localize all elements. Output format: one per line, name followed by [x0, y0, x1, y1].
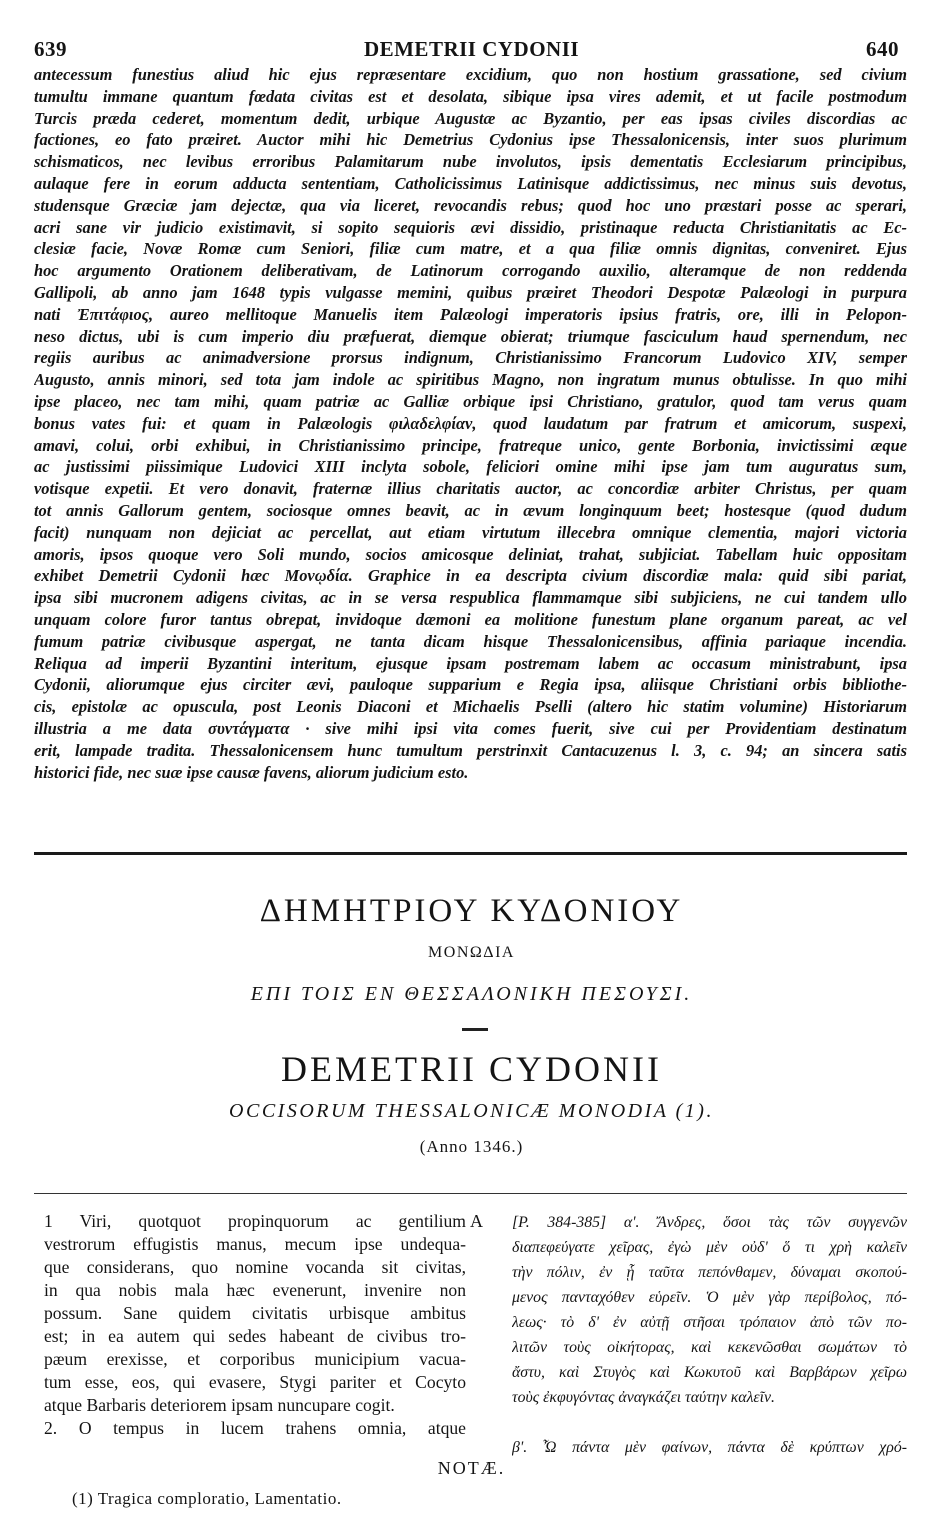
latin-column-line: atque Barbaris deteriorem ipsam nuncupare cogit.	[44, 1395, 395, 1415]
latin-column-line: pæum erexisse, et corporibus municipium vacua-	[44, 1349, 466, 1369]
year-note: (Anno 1346.)	[419, 1137, 524, 1156]
latin-column-line: tum esse, eos, qui evasere, Stygi pariter et Cocyto	[44, 1372, 466, 1392]
intro-line: Gallipoli, ab anno jam 1648 typis vulgasse memini, quibus præiret Theodori Despotæ Palæologi in purpura	[34, 282, 907, 302]
greek-column-line: ἄστυ, καὶ Στυγὸς καὶ Κωκυτοῦ καὶ Βαρβάρων χεῖρω	[512, 1364, 907, 1381]
latin-column-line: est; in ea autem qui sedes habeant de civibus tro-	[44, 1326, 466, 1346]
columns-top-rule	[34, 1193, 907, 1194]
intro-line: hoc argumento Orationem deliberativam, de Latinorum corrogando auxilio, alteramque de non reddenda	[34, 261, 907, 281]
footnote: (1) Tragica comploratio, Lamentatio.	[72, 1489, 342, 1508]
latin-column-line: que considerans, quo nomine vocanda sit civitas,	[44, 1257, 466, 1277]
intro-line: fumum patriæ civibusque aspergat, ne tanta dicam hisque Thessalonicensibus, affinia pariaque incendia.	[34, 631, 907, 651]
intro-line: ipsa sibi mucronem adigens civitas, ac in se versa respublica flammamque sibi subjiciens, ne cui tandem ullo	[34, 588, 907, 608]
intro-line: neso dictus, ubi is cum imperio diu præfuerat, diemque obierat; triumque fasciculum haud spernendum, nec	[34, 326, 907, 346]
intro-line: facit) nunquam non dejiciat ac percellat, aut etiam virtutum illecebra omnique clementia, majori victoria	[34, 522, 907, 542]
intro-line: Cydonii, aliorumque ejus circiter ævi, pauloque supparium e Regia ipsa, aliisque Christiani orbis bibliothe-	[34, 675, 907, 695]
notes-heading: NOTÆ.	[437, 1458, 506, 1478]
latin-column-line: possum. Sane quidem civitatis urbisque ambitus	[44, 1303, 466, 1323]
intro-line: antecessum funestius aliud hic ejus repræsentare excidium, quo non hostium grassatione, sed civium	[34, 65, 907, 84]
intro-line: historici fide, nec suæ ipse causæ favens, aliorum judicium esto.	[34, 762, 469, 782]
greek-column-line: λιτῶν τοὺς οἰκήτορας, καὶ κεκενῶσθαι σωμάτων τὸ	[512, 1339, 907, 1356]
greek-subtitle: ΜΟΝΩΔΙΑ	[428, 944, 515, 961]
greek-column-line: β'. Ὦ πάντα μὲν φαίνων, πάντα δὲ κρύπτων χρό-	[512, 1439, 907, 1456]
running-header	[0, 37, 943, 63]
intro-line: ac justissimi piissimique Ludovici XIII inclyta sobole, feliciori omine mihi ipse jam tum auguratus sum,	[34, 457, 907, 477]
introduction-paragraph	[34, 64, 907, 783]
intro-line: Augusto, annis minori, sed tota jam indole ac spiritibus Magno, non ingratum munus obtulisse. In quo mihi	[34, 370, 907, 390]
greek-column-line: [P. 384-385] α'. Ἄνδρες, ὅσοι τὰς τῶν συγγενῶν	[512, 1214, 907, 1231]
latin-subtitle: OCCISORUM THESSALONICÆ MONODIA (1).	[229, 1100, 714, 1122]
intro-line: unquam colore furor tantus obrepat, invidoque dæmoni ea molitione funestum plane organum pareat, ac vel	[34, 609, 907, 629]
intro-line: ipse placeo, nec tam mihi, quam patriæ ac Galliæ orbique ipsi Christiano, gratulor, quod tam verus quam	[34, 391, 907, 411]
intro-line: cis, epistolæ ac opuscula, post Leonis Diaconi et Michaelis Pselli (altero hic statim volumine) Historiarum	[34, 697, 907, 717]
greek-column	[512, 1210, 907, 1460]
intro-line: amavi, colui, orbi exhibui, in Christianissimo principe, fratreque unico, gente Borbonia, invictissimi æque	[34, 435, 907, 455]
title-dash	[462, 1028, 488, 1031]
greek-subtitle-line: ΕΠΙ ΤΟΙΣ ΕΝ ΘΕΣΣΑΛΟΝΙΚΗ ΠΕΣΟΥΣΙ.	[250, 983, 693, 1005]
intro-line: regiis auribus ac animadversione prorsus indignum, Christianissimo Francorum Ludovico XIV, semper	[34, 348, 907, 368]
intro-line: votisque expetii. Et vero donavit, fraternæ illius charitatis auctor, ac concordiæ arbiter Christus, per quam	[34, 479, 907, 499]
intro-line: erit, lampade tradita. Thessalonicensem hunc tumultum perstrinxit Cantacuzenus l. 3, c. 94; an sincera satis	[34, 740, 907, 760]
greek-column-line: μενος πανταχόθεν εὑρεῖν. Ὁ μὲν γὰρ περίβολος, πό-	[512, 1289, 907, 1306]
intro-line: tot annis Gallorum gentem, sociosque omnes beavit, ac in ævum longinquum beet; hostesque (quod dudum	[34, 500, 907, 520]
page-number-right: 640	[866, 37, 899, 61]
intro-line: clesiæ facie, Novæ Romæ cum Seniori, filiæ cum matre, et a qua filiæ omnis dignitas, conveniret. Ejus	[34, 239, 907, 259]
intro-line: amoris, ipsos quoque vero Soli mundo, socios amicosque deliniat, trahat, subjiciat. Tabellam huic oppositam	[34, 544, 907, 564]
latin-column-line: 2. O tempus in lucem trahens omnia, atque	[44, 1418, 466, 1438]
latin-column-line: in qua nobis mala hæc evenerunt, invenire non	[44, 1280, 466, 1300]
latin-column	[44, 1210, 466, 1440]
intro-line: nati Ἐπιτάφιος, aureo mellitoque Manuelis item Palæologi imperatoris ipsius fratris, ore, illi in Pelopon-	[34, 304, 907, 324]
intro-line: aulaque fere in eorum adducta sententiam, Catholicissimus Latinisque addictissimus, nec minus suis devotus,	[34, 173, 907, 193]
greek-column-line: διαπεφεύγατε χεῖρας, ἐγὼ μὲν οὐδ' ὅ τι χρὴ καλεῖν	[512, 1239, 907, 1256]
latin-column-line: 1 Viri, quotquot propinquorum ac gentilium	[44, 1211, 466, 1231]
intro-line: Turcis præda cederet, momentum dedit, urbique Augustæ ac Byzantio, per eas ipsas civiles discordias ac	[34, 108, 907, 128]
column-marker: A	[470, 1211, 483, 1231]
separator-rule	[34, 852, 907, 855]
intro-line: Reliqua ad imperii Byzantini interitum, ejusque ipsam postremam labem ac occasum ministrabunt, ipsa	[34, 653, 907, 673]
intro-line: factiones, eo fato præiret. Auctor mihi hic Demetrius Cydonius ipse Thessalonicensis, inter suos plurimum	[34, 130, 907, 150]
greek-column-line: τοὺς ἐκφυγόντας ἀναγκάζει ταύτην καλεῖν.	[512, 1389, 775, 1406]
greek-column-line: τὴν πόλιν, ἐν ᾗ ταῦτα πεπόνθαμεν, δύναμαι σκοπού-	[512, 1264, 907, 1281]
greek-column-line: λεως· τὸ δ' ἐν αὐτῇ στῆσαι τρόπαιον ἀπὸ τῶν πο-	[512, 1314, 907, 1331]
intro-line: illustria a me data συντάγματα · sive mihi ipsi vita comes fuerit, sive cui per Providentiam destinatum	[34, 718, 907, 738]
intro-line: bonus vates fui: et quam in Palæologis φιλαδελφίαν, quod laudatum par fratrum et amicorum, suspexi,	[34, 413, 907, 433]
latin-column-line: vestrorum effugistis manus, mecum ipse undequa-	[44, 1234, 466, 1254]
intro-line: exhibet Demetrii Cydonii hæc Μονῳδία. Graphice in ea descripta civium discordiæ mala: quid sibi pariat,	[34, 566, 907, 586]
greek-title: ΔΗΜΗΤΡΙΟΥ ΚΥΔΟΝΙΟΥ	[259, 893, 684, 929]
latin-title: DEMETRII CYDONII	[281, 1049, 662, 1089]
running-title: DEMETRII CYDONII	[363, 37, 580, 61]
intro-line: studensque Græciæ jam dejectæ, qua via liceret, revocandis rebus; quod hoc uno præstari posse ac sperari,	[34, 195, 907, 215]
intro-line: acri sane vir judicio existimavit, si sopito sequioris ævi dissidio, pristinaque reducta Christianitatis ac Ec-	[34, 217, 907, 237]
intro-line: schismaticos, nec levibus erroribus Palamitarum nube involutos, ipsis dementatis Ecclesiarum principibus,	[34, 152, 907, 172]
page-number-left: 639	[34, 37, 67, 61]
intro-line: tumultu immane quantum fœdata civitas est et desolata, sibique ipsa vires ademit, et ut facile postmodum	[34, 86, 907, 106]
